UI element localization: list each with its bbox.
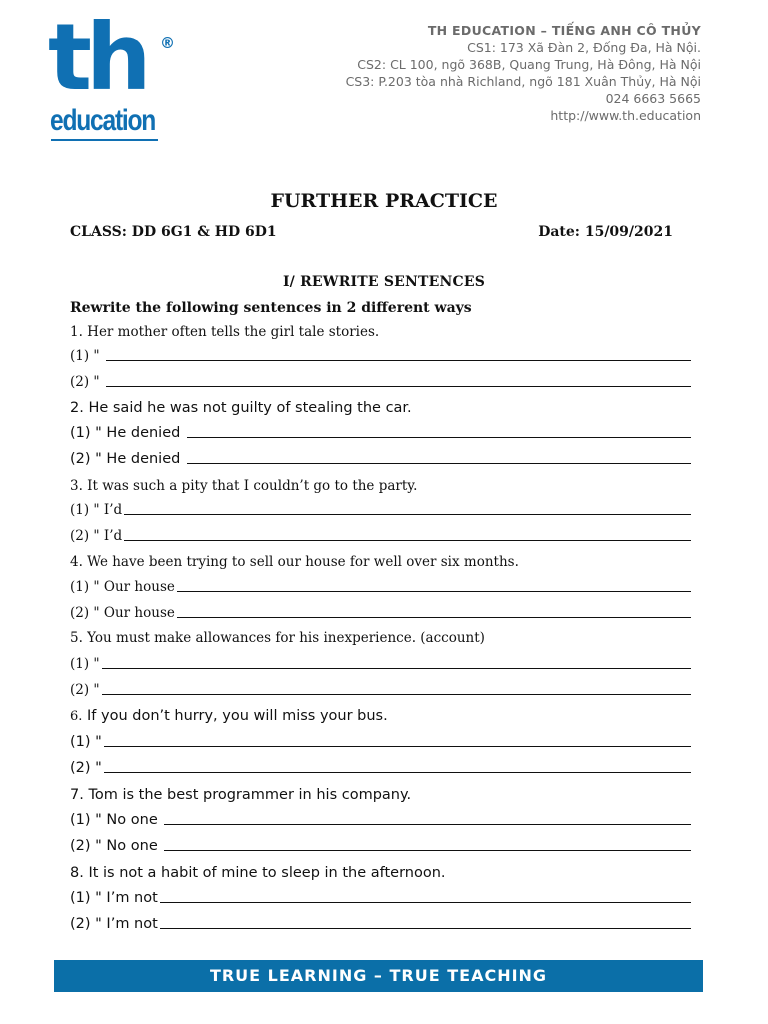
blank-line[interactable] <box>160 902 691 903</box>
question-8: 8. It is not a habit of mine to sleep in the afternoon. <box>70 865 446 881</box>
contact-brand: TH EDUCATION – TIẾNG ANH CÔ THỦY <box>427 23 701 38</box>
answer-line-1b[interactable] <box>70 374 691 390</box>
question-6 <box>70 708 388 724</box>
answer-line-5a[interactable] <box>70 656 691 672</box>
answer-prefix: (2) " I’d <box>70 528 123 544</box>
logo-education-text: education <box>50 104 156 137</box>
blank-line[interactable] <box>106 386 691 387</box>
answer-line-8b[interactable] <box>70 916 691 932</box>
registered-mark: ® <box>160 34 175 52</box>
contact-address-3: CS3: P.203 tòa nhà Richland, ngõ 181 Xuân Thủy, Hà Nội <box>345 74 701 89</box>
answer-prefix: (2) " <box>70 760 102 776</box>
answer-prefix: (1) " No one <box>70 812 163 828</box>
contact-address-2: CS2: CL 100, ngõ 368B, Quang Trung, Hà Đông, Hà Nội <box>357 57 701 72</box>
answer-line-5b[interactable] <box>70 682 691 698</box>
logo-th-text: th <box>48 4 146 111</box>
blank-line[interactable] <box>164 850 691 851</box>
page-title: FURTHER PRACTICE <box>270 190 498 212</box>
answer-prefix: (1) " <box>70 734 102 750</box>
answer-prefix: (1) " I’d <box>70 502 123 518</box>
answer-prefix: (2) " No one <box>70 838 163 854</box>
blank-line[interactable] <box>124 514 691 515</box>
answer-prefix: (1) " Our house <box>70 579 175 595</box>
blank-line[interactable] <box>104 772 691 773</box>
section-heading: I/ REWRITE SENTENCES <box>282 274 486 290</box>
date-label: Date: 15/09/2021 <box>538 224 673 240</box>
answer-prefix: (1) " He denied <box>70 425 185 441</box>
question-5: 5. You must make allowances for his inexperience. (account) <box>70 630 485 646</box>
answer-line-2b[interactable] <box>70 451 691 467</box>
question-4: 4. We have been trying to sell our house for well over six months. <box>70 554 519 570</box>
answer-prefix: (1) " <box>70 656 100 672</box>
answer-prefix: (2) " I’m not <box>70 916 158 932</box>
blank-line[interactable] <box>187 437 691 438</box>
answer-line-2a[interactable] <box>70 425 691 441</box>
answer-line-6b[interactable] <box>70 760 691 776</box>
question-2: 2. He said he was not guilty of stealing the car. <box>70 400 412 416</box>
contact-block <box>346 22 701 124</box>
answer-prefix: (1) " <box>70 348 104 364</box>
blank-line[interactable] <box>106 360 691 361</box>
answer-line-8a[interactable] <box>70 890 691 906</box>
question-7: 7. Tom is the best programmer in his company. <box>70 787 412 803</box>
blank-line[interactable] <box>104 746 691 747</box>
contact-phone: 024 6663 5665 <box>605 91 701 106</box>
answer-line-4a[interactable] <box>70 579 691 595</box>
blank-line[interactable] <box>102 668 691 669</box>
blank-line[interactable] <box>177 591 691 592</box>
answer-line-3a[interactable] <box>70 502 691 518</box>
question-3: 3. It was such a pity that I couldn’t go to the party. <box>70 478 418 494</box>
blank-line[interactable] <box>160 928 691 929</box>
class-label: CLASS: DD 6G1 & HD 6D1 <box>70 224 277 240</box>
th-education-logo <box>48 4 180 146</box>
answer-line-4b[interactable] <box>70 605 691 621</box>
answer-line-1a[interactable] <box>70 348 691 364</box>
instruction-text: Rewrite the following sentences in 2 different ways <box>70 300 472 316</box>
blank-line[interactable] <box>164 824 691 825</box>
answer-prefix: (2) " He denied <box>70 451 185 467</box>
contact-address-1: CS1: 173 Xã Đàn 2, Đống Đa, Hà Nội. <box>467 40 701 55</box>
answer-line-3b[interactable] <box>70 528 691 544</box>
footer-banner: TRUE LEARNING – TRUE TEACHING <box>54 960 703 992</box>
answer-prefix: (1) " I’m not <box>70 890 158 906</box>
question-number: 6. <box>70 709 83 724</box>
question-6-text: If you don’t hurry, you will miss your bus. <box>87 708 388 724</box>
contact-website: http://www.th.education <box>550 108 701 123</box>
answer-prefix: (2) " <box>70 682 100 698</box>
blank-line[interactable] <box>187 463 691 464</box>
answer-prefix: (2) " <box>70 374 104 390</box>
blank-line[interactable] <box>124 540 691 541</box>
answer-line-7b[interactable] <box>70 838 691 854</box>
blank-line[interactable] <box>102 694 691 695</box>
answer-line-7a[interactable] <box>70 812 691 828</box>
question-1: 1. Her mother often tells the girl tale stories. <box>70 324 380 340</box>
answer-line-6a[interactable] <box>70 734 691 750</box>
blank-line[interactable] <box>177 617 691 618</box>
logo-underline <box>51 139 158 141</box>
answer-prefix: (2) " Our house <box>70 605 175 621</box>
